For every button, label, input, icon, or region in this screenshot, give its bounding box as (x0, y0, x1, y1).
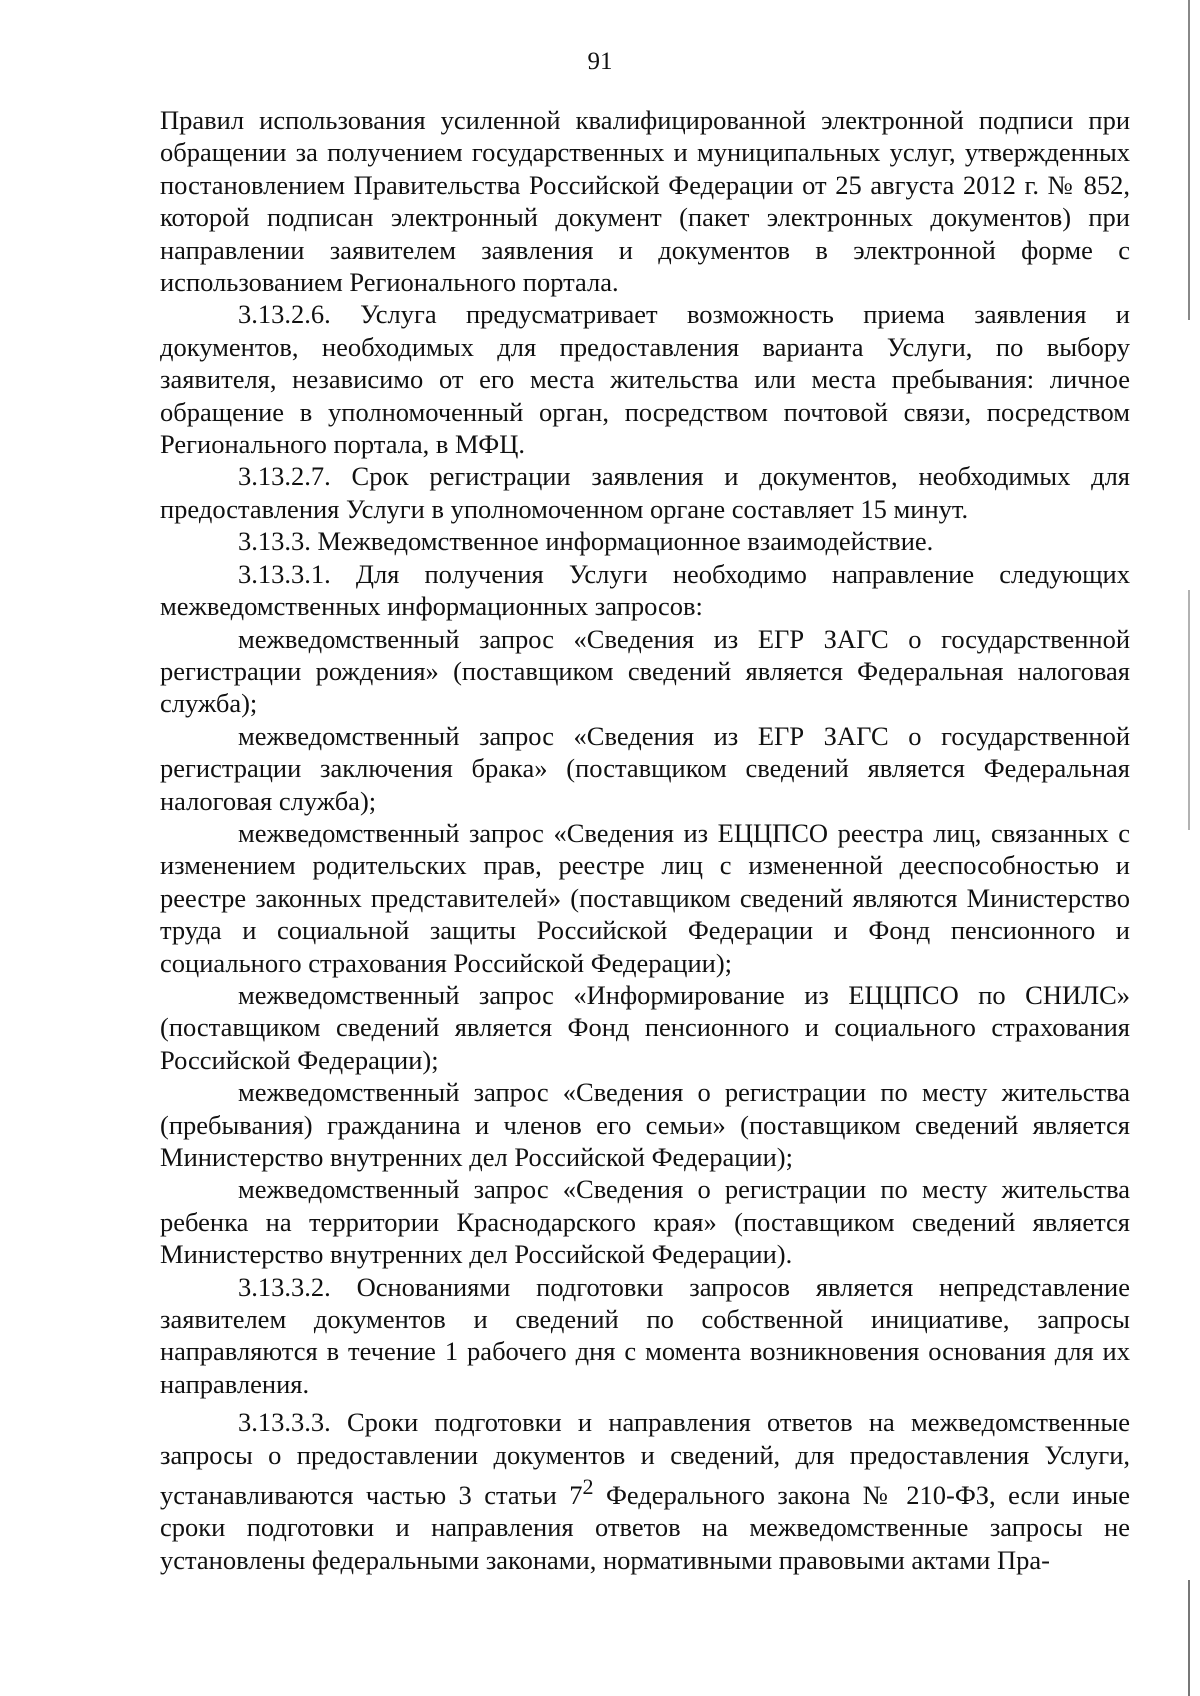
scan-edge-mark (1188, 590, 1190, 830)
paragraph-3-13-3-3-end: Федерального закона № 210-ФЗ, если иные сроки подготовки и направления ответов на межведомственные запросы не установлены федеральными законами, нормативными правовыми актами Пра- (160, 1479, 1130, 1575)
scan-edge-mark (1188, 1580, 1190, 1696)
article-superscript: 2 (582, 1474, 594, 1500)
paragraph-3-13-2-7: 3.13.2.7. Срок регистрации заявления и документов, необходимых для предоставления Услуги в уполномоченном органе составляет 15 минут. (160, 461, 1130, 524)
paragraph-3-13-3-2: 3.13.3.2. Основаниями подготовки запросов является непредставление заявителем документов и сведений по собственной инициативе, запросы направляются в течение 1 рабочего дня с момента возникновения основания для их направления. (160, 1271, 1130, 1399)
paragraph-continuation: Правил использования усиленной квалифицированной электронной подписи при обращении за получением государственных и муниципальных услуг, утвержденных постановлением Правительства Российской Федерации от 25 августа 2012 г. № 852, которой подписан электронный документ (пакет электронных документов) при направлении заявителем заявления и документов в электронной форме с использованием Регионального портала. (160, 105, 1130, 298)
document-body (160, 104, 1130, 1576)
request-item-marriage-registration: межведомственный запрос «Сведения из ЕГР ЗАГС о государственной регистрации заключения брака» (поставщиком сведений является Федеральная налоговая служба); (160, 720, 1130, 816)
request-item-residence-child: межведомственный запрос «Сведения о регистрации по месту жительства ребенка на территории Краснодарского края» (поставщиком сведений является Министерство внутренних дел Российской Федерации). (160, 1174, 1130, 1270)
request-item-residence-family: межведомственный запрос «Сведения о регистрации по месту жительства (пребывания) гражданина и членов его семьи» (поставщиком сведений является Министерство внутренних дел Российской Федерации); (160, 1077, 1130, 1172)
request-item-birth-registration: межведомственный запрос «Сведения из ЕГР ЗАГС о государственной регистрации рождения» (поставщиком сведений является Федеральная налоговая служба); (160, 623, 1130, 719)
paragraph-3-13-3: 3.13.3. Межведомственное информационное взаимодействие. (238, 526, 934, 557)
request-item-snils-info: межведомственный запрос «Информирование из ЕЦЦПСО по СНИЛС» (поставщиком сведений является Фонд пенсионного и социального страхования Российской Федерации); (160, 979, 1130, 1075)
page-number: 91 (587, 48, 613, 75)
paragraph-3-13-3-3 (160, 1406, 1130, 1576)
request-item-parental-rights-registry: межведомственный запрос «Сведения из ЕЦЦПСО реестра лиц, связанных с изменением родительских прав, реестре лиц с измененной дееспособностью и реестре законных представителей» (поставщиком сведений являются Министерство труда и социальной защиты Российской Федерации и Фонд пенсионного и социального страхования Российской Федерации); (160, 817, 1130, 978)
paragraph-3-13-3-1: 3.13.3.1. Для получения Услуги необходимо направление следующих межведомственных информационных запросов: (160, 558, 1130, 622)
scan-edge-mark (1188, 0, 1190, 320)
paragraph-3-13-2-6: 3.13.2.6. Услуга предусматривает возможность приема заявления и документов, необходимых для предоставления варианта Услуги, по выбору заявителя, независимо от его места жительства или места пребывания: личное обращение в уполномоченный орган, посредством почтовой связи, посредством Регионального портала, в МФЦ. (160, 299, 1130, 460)
paragraph-3-13-3-3-start: 3.13.3.3. Сроки подготовки и направления ответов на межведомственные запросы о предоставлении документов и сведений, для предоставления Услуги, устанавливаются частью 3 статьи 7 (160, 1407, 1130, 1510)
